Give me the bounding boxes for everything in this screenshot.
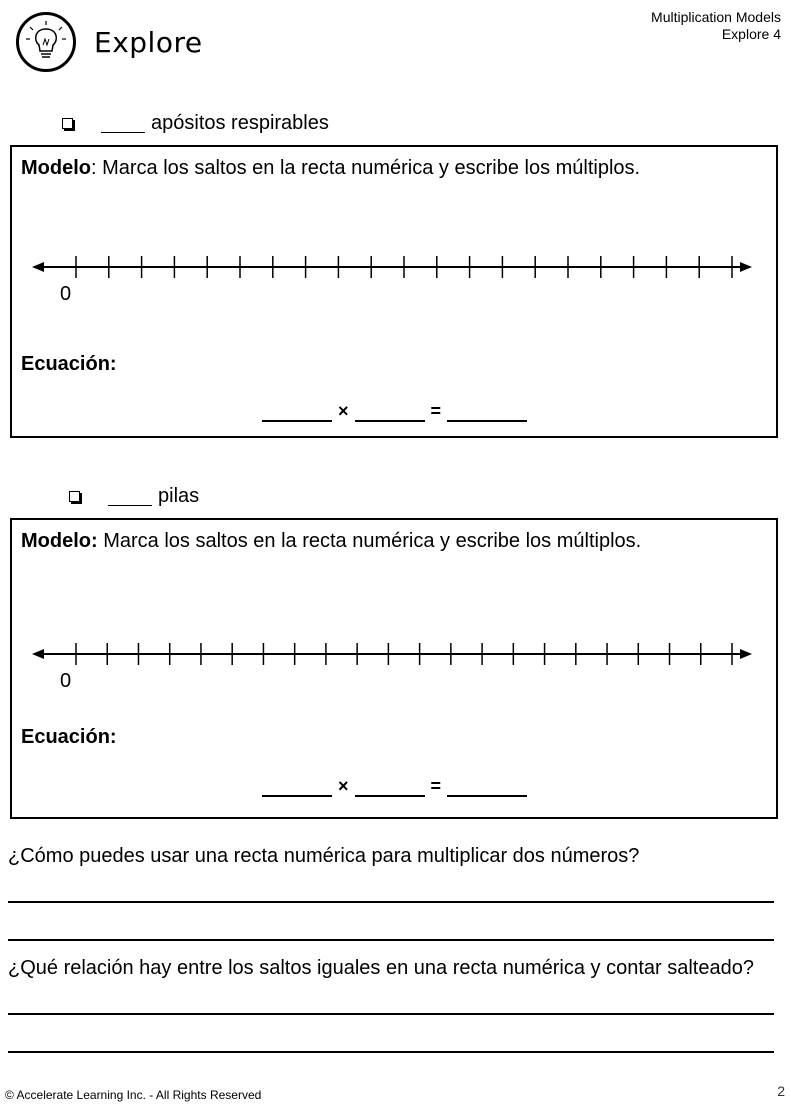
equation-label: Ecuación: — [21, 726, 117, 748]
page-title: Explore — [94, 26, 203, 59]
checkbox-icon[interactable] — [62, 118, 73, 129]
times-symbol: × — [338, 776, 349, 796]
product-blank[interactable] — [447, 402, 527, 422]
answer-line[interactable] — [8, 1013, 774, 1015]
equals-symbol: = — [430, 401, 442, 421]
factor2-blank[interactable] — [355, 777, 425, 797]
equals-symbol: = — [430, 776, 442, 796]
model-text: Marca los saltos en la recta numérica y escribe los múltiplos. — [97, 530, 642, 552]
left-arrow-icon — [32, 262, 44, 272]
model-box-1 — [10, 145, 778, 438]
item-row-1 — [62, 112, 329, 135]
zero-label: 0 — [60, 670, 72, 692]
lightbulb-icon — [19, 15, 73, 69]
right-arrow-icon — [740, 649, 752, 659]
model-instructions — [21, 157, 640, 180]
equation-row — [262, 401, 527, 422]
model-heading: Modelo — [21, 157, 91, 179]
zero-label: 0 — [60, 283, 72, 305]
factor1-blank[interactable] — [262, 402, 332, 422]
item-label: apósitos respirables — [151, 112, 329, 134]
question-1: ¿Cómo puedes usar una recta numérica para multiplicar dos números? — [8, 845, 640, 867]
answer-line[interactable] — [8, 1051, 774, 1053]
equation-row — [262, 776, 527, 797]
doc-subtitle: Explore 4 — [721, 26, 781, 42]
number-line-2[interactable] — [32, 639, 757, 669]
doc-header — [651, 9, 781, 43]
times-symbol: × — [338, 401, 349, 421]
product-blank[interactable] — [447, 777, 527, 797]
doc-title: Multiplication Models — [651, 9, 781, 25]
item-count-blank[interactable] — [101, 114, 145, 133]
page-number: 2 — [777, 1083, 785, 1099]
factor1-blank[interactable] — [262, 777, 332, 797]
answer-line[interactable] — [8, 901, 774, 903]
model-instructions — [21, 530, 641, 553]
model-heading: Modelo: — [21, 530, 98, 552]
checkbox-icon[interactable] — [69, 491, 80, 502]
copyright: © Accelerate Learning Inc. - All Rights Reserved — [5, 1088, 262, 1102]
model-box-2 — [10, 518, 778, 819]
equation-label: Ecuación: — [21, 353, 117, 375]
item-row-2 — [69, 485, 199, 508]
item-count-blank[interactable] — [108, 487, 152, 506]
number-line-1[interactable] — [32, 252, 757, 282]
question-2: ¿Qué relación hay entre los saltos iguales en una recta numérica y contar salteado? — [8, 957, 754, 979]
model-text: : Marca los saltos en la recta numérica y escribe los múltiplos. — [91, 157, 641, 179]
item-label: pilas — [158, 485, 200, 507]
factor2-blank[interactable] — [355, 402, 425, 422]
answer-line[interactable] — [8, 939, 774, 941]
left-arrow-icon — [32, 649, 44, 659]
lightbulb-logo — [16, 12, 76, 72]
right-arrow-icon — [740, 262, 752, 272]
